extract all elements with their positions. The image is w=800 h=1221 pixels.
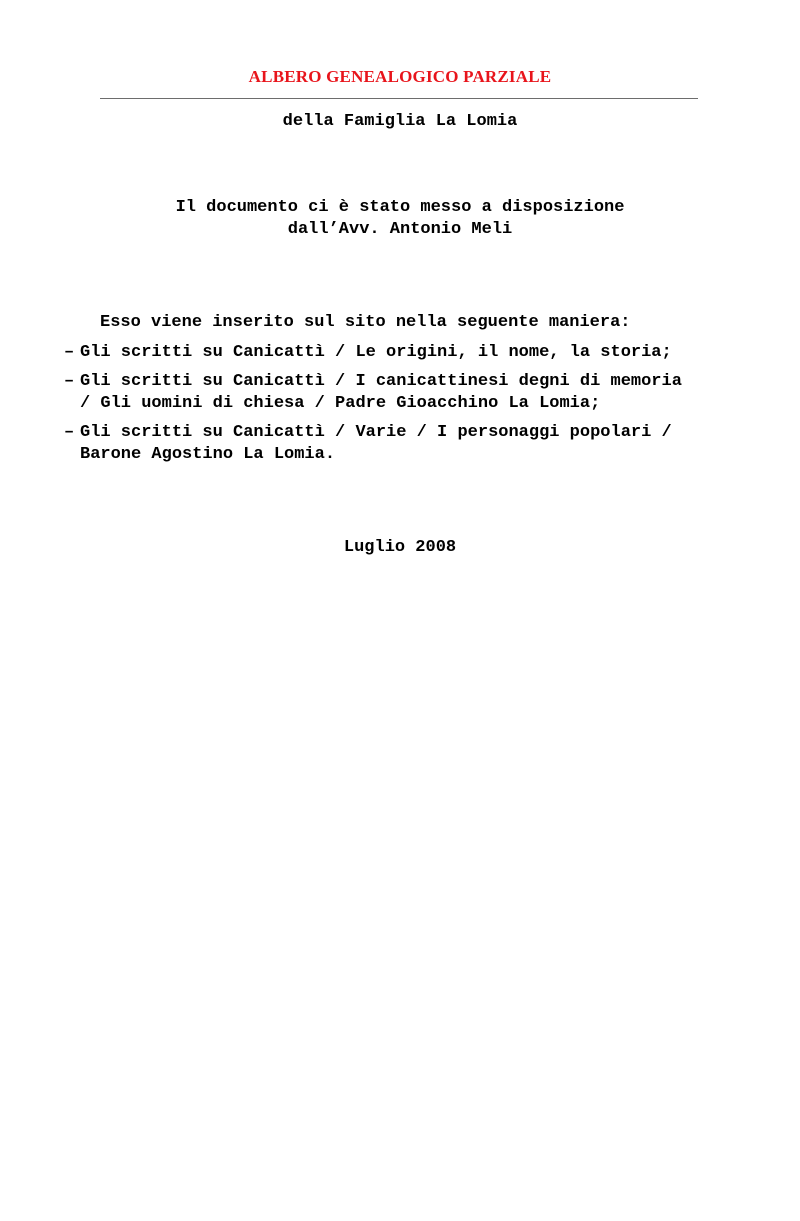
list-item: [64, 342, 764, 364]
list-item-line-2: Barone Agostino La Lomia.: [80, 445, 336, 464]
list-item: [64, 371, 764, 415]
document-date: Luglio 2008: [343, 538, 457, 557]
placement-list: [64, 342, 764, 473]
credit-block: [0, 197, 800, 241]
list-item-line-1: Gli scritti su Canicattì / Le origini, il nome, la storia;: [80, 343, 672, 362]
intro-text: Esso viene inserito sul sito nella seguente maniera:: [100, 313, 631, 332]
document-title: ALBERO GENEALOGICO PARZIALE: [248, 67, 552, 86]
dash-bullet: –: [64, 423, 75, 442]
list-item: [64, 422, 764, 466]
list-item-line-1: Gli scritti su Canicattì / I canicattinesi degni di memoria: [80, 372, 682, 391]
title-divider: [100, 98, 698, 99]
list-item-line-2: / Gli uomini di chiesa / Padre Gioacchino La Lomia;: [80, 394, 601, 413]
dash-bullet: –: [64, 372, 75, 391]
dash-bullet: –: [64, 343, 75, 362]
credit-line-2: dall’Avv. Antonio Meli: [287, 220, 513, 239]
list-item-line-1: Gli scritti su Canicattì / Varie / I personaggi popolari /: [80, 423, 672, 442]
credit-line-1: Il documento ci è stato messo a disposizione: [175, 198, 625, 217]
document-subtitle: della Famiglia La Lomia: [282, 112, 518, 131]
